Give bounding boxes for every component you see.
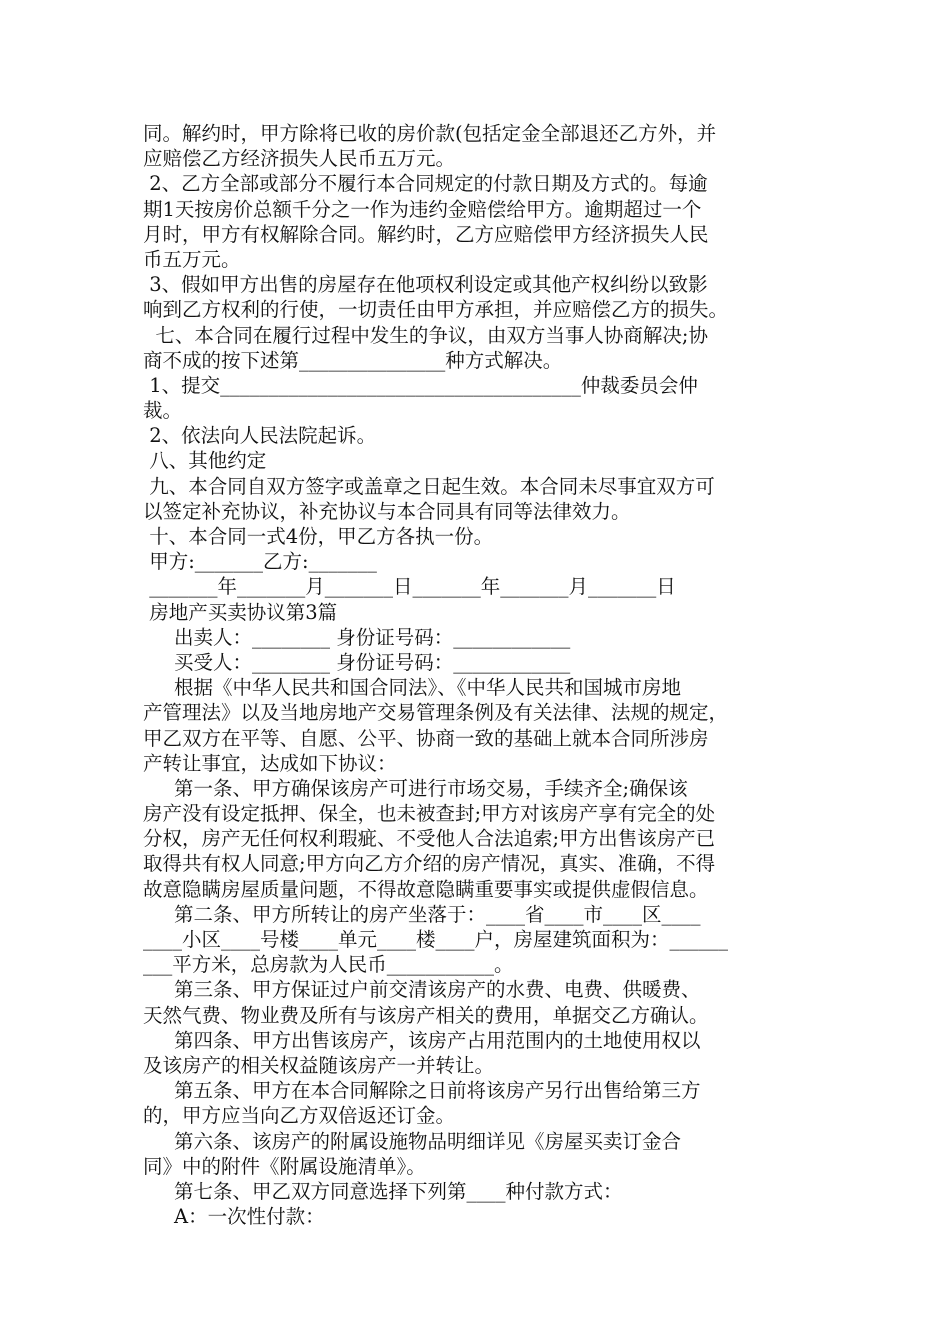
seller-line: 出卖人：________ 身份证号码：____________ bbox=[143, 625, 571, 649]
text-line: 第七条、甲乙双方同意选择下列第____种付款方式： bbox=[143, 1179, 623, 1203]
text-line: A：一次性付款： bbox=[143, 1205, 325, 1229]
text-line: 商不成的按下述第_______________种方式解决。 bbox=[143, 348, 563, 372]
text-line: 币五万元。 bbox=[143, 247, 241, 271]
text-line: 故意隐瞒房屋质量问题，不得故意隐瞒重要事实或提供虚假信息。 bbox=[143, 877, 709, 901]
text-line: 同。解约时，甲方除将已收的房价款(包括定金全部退还乙方外，并 bbox=[143, 122, 717, 145]
text-line: 十、本合同一式4份，甲乙方各执一份。 bbox=[143, 525, 494, 548]
text-line: 裁。 bbox=[143, 399, 183, 423]
text-line: 八、其他约定 bbox=[143, 449, 267, 473]
text-line: 2、依法向人民法院起诉。 bbox=[143, 424, 377, 448]
text-line: 2、乙方全部或部分不履行本合同规定的付款日期及方式的。每逾 bbox=[143, 172, 708, 196]
text-line: 七、本合同在履行过程中发生的争议，由双方当事人协商解决;协 bbox=[143, 323, 708, 347]
text-line: 1、提交_____________________________________仲裁委员会仲 bbox=[143, 373, 698, 397]
text-line: 分权，房产无任何权利瑕疵、不受他人合法追索;甲方出售该房产已 bbox=[143, 827, 716, 851]
section-title: 房地产买卖协议第3篇 bbox=[143, 600, 338, 624]
text-line: 月时，甲方有权解除合同。解约时，乙方应赔偿甲方经济损失人民 bbox=[143, 222, 709, 246]
text-line: 第三条、甲方保证过户前交清该房产的水费、电费、供暖费、 bbox=[143, 978, 701, 1002]
text-line: ____小区____号楼____单元____楼____户，房屋建筑面积为：______ bbox=[143, 928, 729, 951]
text-line: 天然气费、物业费及所有与该房产相关的费用，单据交乙方确认。 bbox=[143, 1003, 709, 1027]
text-line: 以签定补充协议，补充协议与本合同具有同等法律效力。 bbox=[143, 499, 631, 523]
text-line: 第二条、甲方所转让的房产坐落于：____省____市____区____ bbox=[143, 902, 701, 926]
text-line: 第五条、甲方在本合同解除之日前将该房产另行出售给第三方 bbox=[143, 1079, 701, 1103]
text-line: 九、本合同自双方签字或盖章之日起生效。本合同未尽事宜双方可 bbox=[143, 474, 715, 498]
text-line: 甲乙双方在平等、自愿、公平、协商一致的基础上就本合同所涉房 bbox=[143, 726, 709, 750]
text-line: 产管理法》以及当地房地产交易管理条例及有关法律、法规的规定， bbox=[143, 701, 729, 725]
text-line: 第六条、该房产的附属设施物品明细详见《房屋买卖订金合 bbox=[143, 1129, 681, 1153]
text-line: 根据《中华人民共和国合同法》、《中华人民共和国城市房地 bbox=[143, 676, 681, 700]
text-line: 响到乙方权利的行使，一切责任由甲方承担，并应赔偿乙方的损失。 bbox=[143, 298, 729, 322]
text-line: 应赔偿乙方经济损失人民币五万元。 bbox=[143, 147, 456, 171]
text-line: 房产没有设定抵押、保全，也未被查封;甲方对该房产享有完全的处 bbox=[143, 802, 716, 826]
document-body bbox=[143, 121, 834, 1229]
text-line: 产转让事宜，达成如下协议： bbox=[143, 751, 397, 775]
signature-line: 甲方:_______乙方:_______ bbox=[143, 550, 377, 574]
text-line: ___平方米，总房款为人民币___________。 bbox=[143, 953, 514, 977]
text-line: 及该房产的相关权益随该房产一并转让。 bbox=[143, 1053, 495, 1077]
text-line: 第一条、甲方确保该房产可进行市场交易，手续齐全;确保该 bbox=[143, 776, 688, 800]
text-line: 3、假如甲方出售的房屋存在他项权利设定或其他产权纠纷以致影 bbox=[143, 273, 708, 297]
buyer-line: 买受人：________ 身份证号码：____________ bbox=[143, 650, 571, 674]
text-line: 第四条、甲方出售该房产，该房产占用范围内的土地使用权以 bbox=[143, 1028, 701, 1052]
text-line: 取得共有权人同意;甲方向乙方介绍的房产情况，真实、准确，不得 bbox=[143, 852, 716, 876]
text-line: 期1天按房价总额千分之一作为违约金赔偿给甲方。逾期超过一个 bbox=[143, 197, 702, 221]
text-line: 的，甲方应当向乙方双倍返还订金。 bbox=[143, 1104, 456, 1128]
date-line: _______年_______月_______日_______年_______月_______日 bbox=[143, 575, 676, 599]
text-line: 同》中的附件《附属设施清单》。 bbox=[143, 1154, 426, 1178]
